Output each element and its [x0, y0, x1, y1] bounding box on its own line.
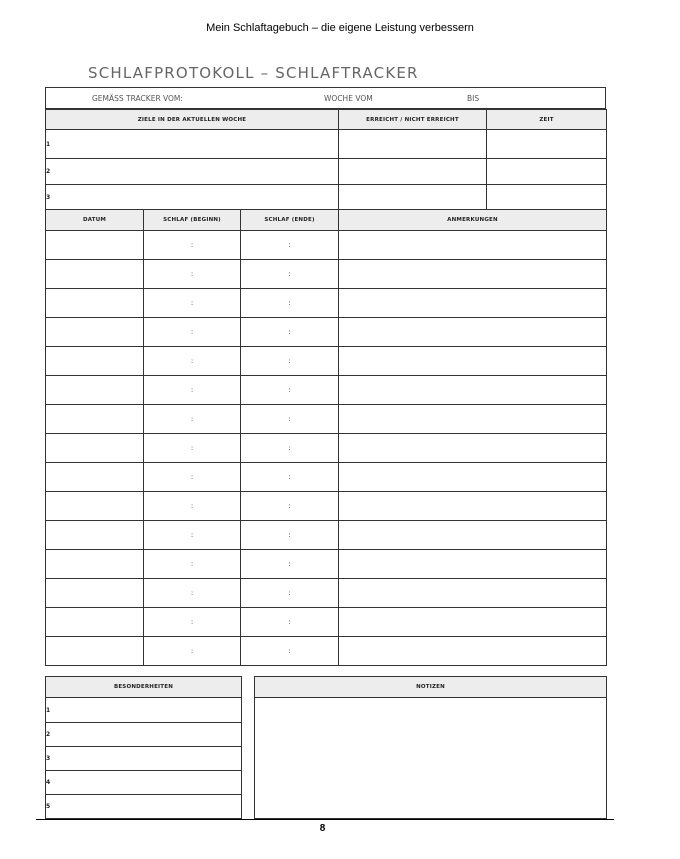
remarks-cell[interactable]	[339, 260, 607, 289]
goals-table	[45, 109, 607, 210]
goal-time-cell[interactable]	[487, 159, 607, 185]
remarks-cell[interactable]	[339, 231, 607, 260]
log-row	[46, 637, 607, 666]
sleep-log-table	[45, 209, 607, 666]
log-row	[46, 405, 607, 434]
remarks-cell[interactable]	[339, 405, 607, 434]
date-cell[interactable]	[46, 608, 144, 637]
log-row	[46, 550, 607, 579]
special-row[interactable]: 4	[46, 771, 242, 795]
special-table	[45, 676, 242, 819]
date-cell[interactable]	[46, 492, 144, 521]
remarks-cell[interactable]	[339, 463, 607, 492]
sleep-start-cell[interactable]: :	[144, 579, 241, 608]
sleep-start-cell[interactable]: :	[144, 405, 241, 434]
sleep-end-header: SCHLAF (ENDE)	[241, 210, 339, 231]
remarks-cell[interactable]	[339, 318, 607, 347]
goal-row-number: 2	[46, 159, 339, 185]
sleep-start-header: SCHLAF (BEGINN)	[144, 210, 241, 231]
date-cell[interactable]	[46, 347, 144, 376]
sleep-start-cell[interactable]: :	[144, 231, 241, 260]
special-row[interactable]: 1	[46, 698, 242, 723]
log-row	[46, 463, 607, 492]
log-row	[46, 608, 607, 637]
tracker-meta-row	[45, 87, 606, 109]
sleep-end-cell[interactable]: :	[241, 260, 339, 289]
special-header: BESONDERHEITEN	[46, 677, 242, 698]
goal-row-number: 3	[46, 185, 339, 210]
sleep-end-cell[interactable]: :	[241, 231, 339, 260]
date-cell[interactable]	[46, 579, 144, 608]
date-cell[interactable]	[46, 289, 144, 318]
remarks-cell[interactable]	[339, 434, 607, 463]
page-number: 8	[319, 823, 326, 834]
goal-row-number: 1	[46, 130, 339, 159]
sleep-start-cell[interactable]: :	[144, 318, 241, 347]
sleep-end-cell[interactable]: :	[241, 376, 339, 405]
until-label: BIS	[467, 94, 480, 103]
log-row	[46, 231, 607, 260]
sleep-start-cell[interactable]: :	[144, 260, 241, 289]
date-cell[interactable]	[46, 521, 144, 550]
sleep-start-cell[interactable]: :	[144, 347, 241, 376]
remarks-header: ANMERKUNGEN	[339, 210, 607, 231]
sleep-end-cell[interactable]: :	[241, 289, 339, 318]
sleep-end-cell[interactable]: :	[241, 637, 339, 666]
remarks-cell[interactable]	[339, 347, 607, 376]
remarks-cell[interactable]	[339, 521, 607, 550]
sleep-start-cell[interactable]: :	[144, 289, 241, 318]
special-row[interactable]: 5	[46, 795, 242, 819]
goals-header: ZIELE IN DER AKTUELLEN WOCHE	[46, 110, 339, 130]
date-cell[interactable]	[46, 550, 144, 579]
sleep-end-cell[interactable]: :	[241, 550, 339, 579]
sleep-start-cell[interactable]: :	[144, 608, 241, 637]
date-cell[interactable]	[46, 231, 144, 260]
sleep-start-cell[interactable]: :	[144, 550, 241, 579]
remarks-cell[interactable]	[339, 289, 607, 318]
document-header: Mein Schlaftagebuch – die eigene Leistung verbessern	[206, 22, 474, 34]
special-row[interactable]: 2	[46, 723, 242, 747]
sleep-end-cell[interactable]: :	[241, 521, 339, 550]
log-row	[46, 347, 607, 376]
date-cell[interactable]	[46, 260, 144, 289]
date-cell[interactable]	[46, 318, 144, 347]
log-row	[46, 492, 607, 521]
date-cell[interactable]	[46, 637, 144, 666]
remarks-cell[interactable]	[339, 637, 607, 666]
log-row	[46, 434, 607, 463]
notes-table	[254, 676, 607, 819]
sleep-end-cell[interactable]: :	[241, 492, 339, 521]
sleep-end-cell[interactable]: :	[241, 347, 339, 376]
date-cell[interactable]	[46, 463, 144, 492]
goal-achieved-cell[interactable]	[339, 130, 487, 159]
sleep-end-cell[interactable]: :	[241, 463, 339, 492]
page-title: SCHLAFPROTOKOLL – SCHLAFTRACKER	[88, 64, 419, 82]
goal-time-cell[interactable]	[487, 130, 607, 159]
date-cell[interactable]	[46, 434, 144, 463]
sleep-start-cell[interactable]: :	[144, 463, 241, 492]
sleep-end-cell[interactable]: :	[241, 405, 339, 434]
remarks-cell[interactable]	[339, 608, 607, 637]
achieved-header: ERREICHT / NICHT ERREICHT	[339, 110, 487, 130]
sleep-end-cell[interactable]: :	[241, 434, 339, 463]
sleep-end-cell[interactable]: :	[241, 579, 339, 608]
log-row	[46, 521, 607, 550]
sleep-start-cell[interactable]: :	[144, 637, 241, 666]
remarks-cell[interactable]	[339, 492, 607, 521]
goal-achieved-cell[interactable]	[339, 185, 487, 210]
sleep-start-cell[interactable]: :	[144, 376, 241, 405]
remarks-cell[interactable]	[339, 376, 607, 405]
special-row[interactable]: 3	[46, 747, 242, 771]
goal-achieved-cell[interactable]	[339, 159, 487, 185]
remarks-cell[interactable]	[339, 550, 607, 579]
sleep-start-cell[interactable]: :	[144, 434, 241, 463]
log-row	[46, 260, 607, 289]
goal-time-cell[interactable]	[487, 185, 607, 210]
date-cell[interactable]	[46, 405, 144, 434]
sleep-end-cell[interactable]: :	[241, 608, 339, 637]
log-row	[46, 579, 607, 608]
tracker-date-label: GEMÄSS TRACKER VOM:	[92, 94, 183, 103]
log-row	[46, 289, 607, 318]
sleep-end-cell[interactable]: :	[241, 318, 339, 347]
week-from-label: WOCHE VOM	[324, 94, 373, 103]
remarks-cell[interactable]	[339, 579, 607, 608]
time-header: ZEIT	[487, 110, 607, 130]
sleep-start-cell[interactable]: :	[144, 492, 241, 521]
notes-area[interactable]	[255, 698, 607, 819]
notes-header: NOTIZEN	[255, 677, 607, 698]
date-header: DATUM	[46, 210, 144, 231]
log-row	[46, 318, 607, 347]
date-cell[interactable]	[46, 376, 144, 405]
footer-divider	[36, 819, 614, 820]
sleep-start-cell[interactable]: :	[144, 521, 241, 550]
log-row	[46, 376, 607, 405]
